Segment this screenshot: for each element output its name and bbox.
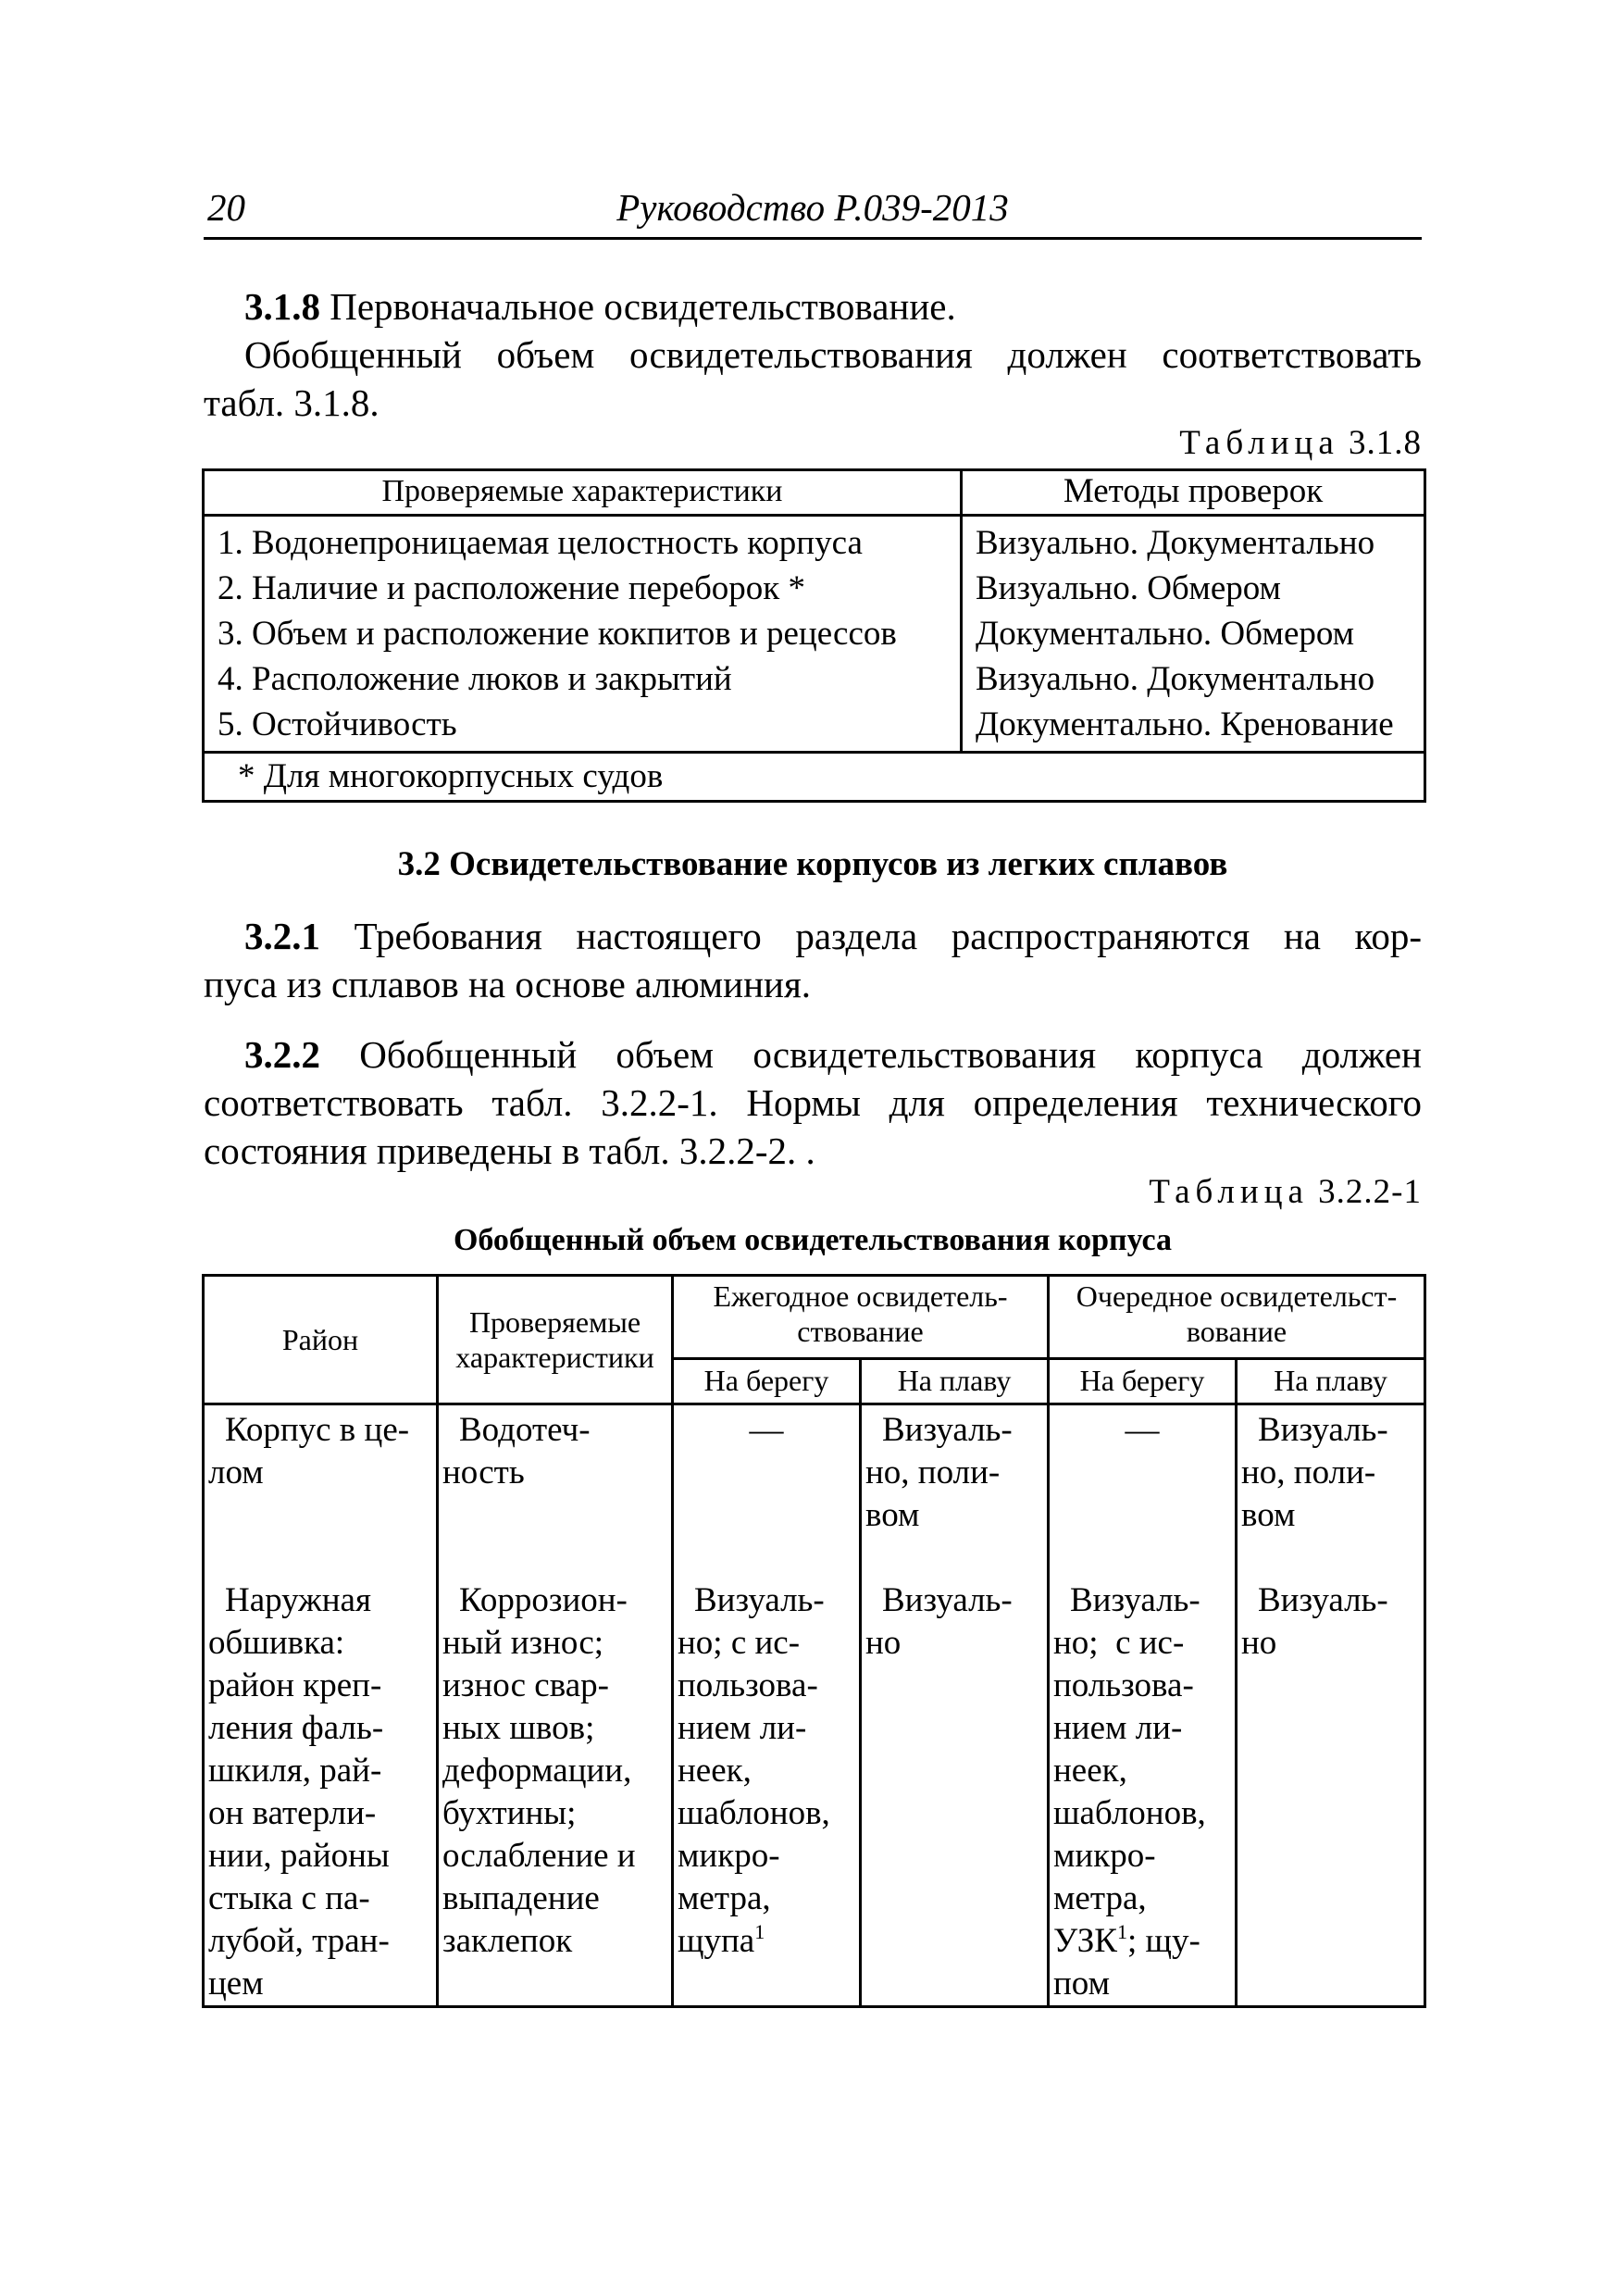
footnote-mark: 1 — [1116, 1920, 1127, 1943]
cell-line: Визуаль- — [1258, 1411, 1388, 1449]
section-3-1-8-title — [204, 283, 1422, 331]
cell-line: лубой, тран- — [208, 1922, 390, 1960]
paragraph-3-2-2-line1 — [204, 1031, 1422, 1079]
cell-line: пользова- — [678, 1666, 818, 1704]
paragraph-text: Обобщенный объем освидетельствования корпуса должен — [359, 1033, 1422, 1076]
dash-value: — — [1125, 1411, 1160, 1449]
spacer — [1053, 1494, 1231, 1537]
spacer — [865, 1537, 1043, 1579]
paragraph-number: 3.2.1 — [244, 915, 320, 957]
methods-cell — [962, 516, 1425, 753]
table-row-item: 3. Объем и расположение кокпитов и рецессов — [218, 615, 897, 653]
subheader-afloat: На плаву — [861, 1359, 1049, 1404]
section-title: Первоначальное освидетельствование. — [330, 285, 956, 328]
cell-line: неек, — [1053, 1752, 1127, 1790]
cell-line: ность — [442, 1454, 525, 1491]
col-header-methods: Методы проверок — [962, 470, 1425, 516]
spacer — [678, 1494, 855, 1537]
cell-line: Визуаль- — [1070, 1581, 1200, 1619]
cell-line — [1053, 1920, 1231, 1963]
cell-line: заклепок — [442, 1922, 573, 1960]
header-line: вование — [1186, 1315, 1287, 1348]
cell-line: Корпус в це- — [225, 1411, 410, 1449]
table-row-item: 4. Расположение люков и закрытий — [218, 660, 732, 698]
cell-text: ; щу- — [1126, 1922, 1200, 1960]
table-word: Таблица — [1149, 1173, 1309, 1211]
characteristics-cell — [204, 516, 962, 753]
cell-line: но, поли- — [1241, 1454, 1376, 1491]
header-line: Очередное освидетельст- — [1076, 1279, 1398, 1313]
cell-line: шкиля, рай- — [208, 1752, 382, 1790]
section-3-2-heading: 3.2 Освидетельствование корпусов из легких сплавов — [397, 845, 1228, 883]
header-line: Проверяемые — [468, 1305, 641, 1339]
spacer — [208, 1537, 432, 1579]
cell-line: Визуаль- — [694, 1581, 825, 1619]
cell-line: но — [1241, 1624, 1277, 1662]
cell-line: но; с ис- — [1053, 1624, 1185, 1662]
cell-line: Визуаль- — [882, 1411, 1013, 1449]
running-header — [204, 185, 1422, 241]
cell-line: вом — [865, 1496, 920, 1534]
periodic-afloat-cell — [1237, 1404, 1425, 2007]
col-header-periodic — [1049, 1276, 1425, 1359]
table-number: 3.2.2-1 — [1318, 1173, 1422, 1211]
table-row-item: 2. Наличие и расположение переборок * — [218, 569, 806, 607]
spacer — [1053, 1452, 1231, 1494]
paragraph-3-2-1-line1 — [204, 913, 1422, 960]
page-number: 20 — [207, 186, 245, 229]
cell-text: щупа — [678, 1922, 755, 1960]
table-row-item: 1. Водонепроницаемая целостность корпуса — [218, 524, 863, 562]
paragraph-number: 3.2.2 — [244, 1033, 320, 1076]
table-3-1-8 — [202, 468, 1426, 803]
header-line: Ежегодное освидетель- — [713, 1279, 1008, 1313]
cell-line: пом — [1053, 1965, 1111, 2003]
cell-line: он ватерли- — [208, 1794, 377, 1832]
cell-line: вом — [1241, 1496, 1296, 1534]
header-rule — [204, 237, 1422, 240]
header-line: ствование — [797, 1315, 924, 1348]
col-header-annual — [673, 1276, 1049, 1359]
cell-line: неек, — [678, 1752, 752, 1790]
cell-line: цем — [208, 1965, 264, 2003]
cell-line: пользова- — [1053, 1666, 1194, 1704]
cell-line: но; с ис- — [678, 1624, 801, 1662]
cell-line: ных швов; — [442, 1709, 595, 1747]
characteristics-cell — [438, 1404, 673, 2007]
cell-line: Визуаль- — [1258, 1581, 1388, 1619]
section-3-1-8-text-line2: табл. 3.1.8. — [204, 381, 379, 424]
cell-line: обшивка: — [208, 1624, 345, 1662]
running-title: Руководство Р.039-2013 — [616, 186, 1009, 229]
footnote-mark: 1 — [754, 1920, 765, 1943]
cell-line: шаблонов, — [678, 1794, 830, 1832]
col-header-region: Район — [204, 1276, 438, 1404]
cell-line: выпадение — [442, 1879, 600, 1917]
cell-line: но — [865, 1624, 902, 1662]
cell-line: лом — [208, 1454, 264, 1491]
spacer — [678, 1452, 855, 1494]
spacer — [442, 1494, 667, 1537]
cell-line: ный износ; — [442, 1624, 604, 1662]
cell-line: износ свар- — [442, 1666, 609, 1704]
cell-line: микро- — [678, 1837, 780, 1875]
table-row-method: Документально. Кренование — [976, 705, 1394, 743]
header-line: характеристики — [455, 1341, 654, 1374]
subheader-shore: На берегу — [673, 1359, 861, 1404]
spacer — [442, 1537, 667, 1579]
cell-line: нием ли- — [678, 1709, 807, 1747]
cell-line: Визуаль- — [882, 1581, 1013, 1619]
section-number: 3.1.8 — [244, 285, 320, 328]
table-row-method: Визуально. Обмером — [976, 569, 1281, 607]
cell-text: УЗК — [1053, 1922, 1117, 1960]
cell-line — [678, 1920, 855, 1963]
periodic-shore-cell — [1049, 1404, 1237, 2007]
col-header-characteristics: Проверяемые характеристики — [204, 470, 962, 516]
spacer — [1053, 1537, 1231, 1579]
cell-line: метра, — [1053, 1879, 1147, 1917]
table-caption-3-1-8 — [1179, 423, 1422, 463]
annual-shore-cell — [673, 1404, 861, 2007]
cell-line: нии, районы — [208, 1837, 390, 1875]
paragraph-3-2-1-line2: пуса из сплавов на основе алюминия. — [204, 963, 812, 1005]
cell-line: деформации, — [442, 1752, 632, 1790]
cell-line: бухтины; — [442, 1794, 577, 1832]
section-3-1-8-text-line1: Обобщенный объем освидетельствования должен соответствовать — [244, 333, 1422, 376]
dash-value: — — [749, 1411, 784, 1449]
annual-afloat-cell — [861, 1404, 1049, 2007]
paragraph-text: Требования настоящего раздела распространяются на кор- — [354, 915, 1423, 957]
cell-line: Коррозион- — [459, 1581, 628, 1619]
cell-line: Водотеч- — [459, 1411, 591, 1449]
cell-line: ления фаль- — [208, 1709, 384, 1747]
paragraph-3-2-2-line2: соответствовать табл. 3.2.2-1. Нормы для определения технического — [204, 1081, 1422, 1124]
cell-line: шаблонов, — [1053, 1794, 1206, 1832]
cell-line: стыка с па- — [208, 1879, 370, 1917]
table-word: Таблица — [1179, 424, 1339, 462]
table-row-method: Документально. Обмером — [976, 615, 1355, 653]
cell-line: ослабление и — [442, 1837, 636, 1875]
cell-line: микро- — [1053, 1837, 1156, 1875]
table-note: * Для многокорпусных судов — [204, 753, 1425, 802]
region-cell — [204, 1404, 438, 2007]
spacer — [208, 1494, 432, 1537]
paragraph-3-2-2-line3: состояния приведены в табл. 3.2.2-2. . — [204, 1129, 815, 1172]
cell-line: Наружная — [225, 1581, 371, 1619]
table-row-item: 5. Остойчивость — [218, 705, 457, 743]
table-row-method: Визуально. Документально — [976, 660, 1375, 698]
spacer — [1241, 1537, 1420, 1579]
table-row-method: Визуально. Документально — [976, 524, 1375, 562]
table-row — [204, 1404, 1425, 2007]
col-header-characteristics — [438, 1276, 673, 1404]
table-title: Обобщенный объем освидетельствования корпуса — [453, 1223, 1173, 1257]
table-caption-3-2-2-1 — [1149, 1172, 1422, 1212]
cell-line: нием ли- — [1053, 1709, 1183, 1747]
table-number: 3.1.8 — [1349, 424, 1422, 462]
table-3-2-2-1 — [202, 1274, 1426, 2008]
cell-line: район креп- — [208, 1666, 382, 1704]
cell-line: но, поли- — [865, 1454, 1001, 1491]
spacer — [678, 1537, 855, 1579]
subheader-shore: На берегу — [1049, 1359, 1237, 1404]
subheader-afloat: На плаву — [1237, 1359, 1425, 1404]
cell-line: метра, — [678, 1879, 771, 1917]
